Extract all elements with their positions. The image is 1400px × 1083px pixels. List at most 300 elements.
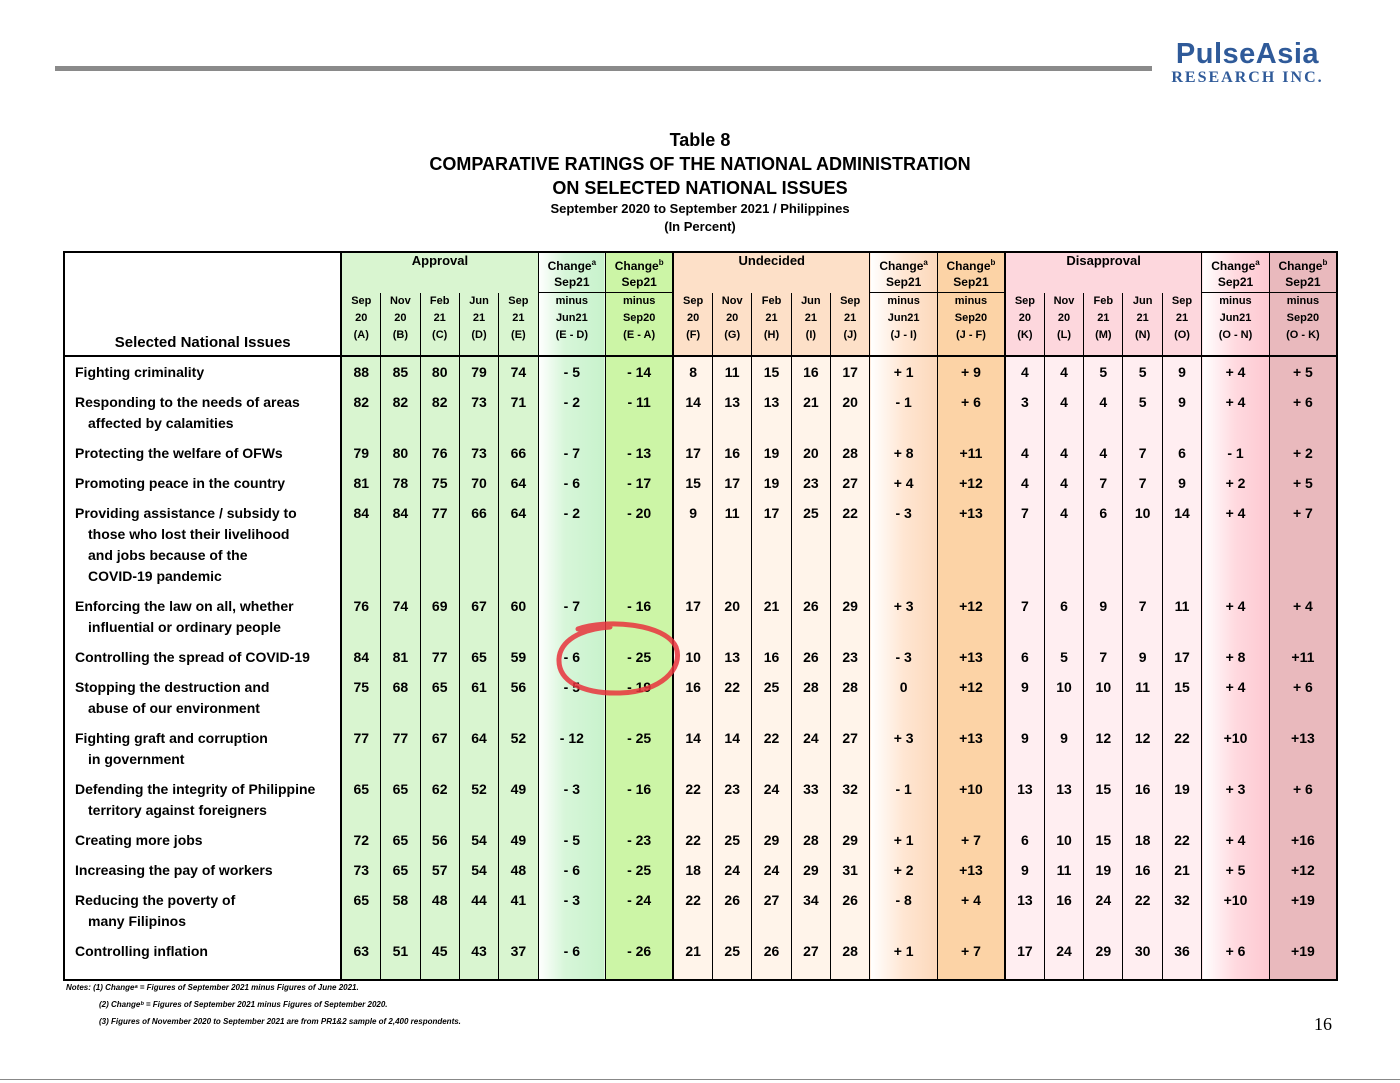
undecided-change-formula-header	[870, 293, 938, 356]
approval-change-a-value: - 3	[538, 779, 606, 830]
disapproval-value: 10	[1044, 830, 1083, 860]
disapproval-value: 9	[1084, 596, 1123, 647]
issue-label	[64, 728, 341, 779]
col-code: (G)	[724, 328, 741, 341]
spacer-cell	[1123, 971, 1162, 980]
approval-change-a-value: - 6	[538, 941, 606, 971]
approval-value: 57	[420, 860, 459, 890]
undecided-value: 27	[831, 728, 870, 779]
approval-value: 65	[459, 647, 498, 677]
disapproval-value: 4	[1084, 443, 1123, 473]
undecided-value: 29	[752, 830, 791, 860]
undecided-value: 9	[673, 503, 712, 596]
approval-value: 81	[341, 473, 380, 503]
approval-value: 66	[459, 503, 498, 596]
undecided-change-a-value: + 1	[870, 830, 938, 860]
col-year: 20	[1018, 311, 1032, 324]
disapproval-value: 13	[1005, 890, 1044, 941]
change-superscript: a	[923, 258, 928, 267]
disapproval-change-a-value: + 4	[1202, 596, 1270, 647]
approval-value: 84	[381, 503, 420, 596]
disapproval-change-b-value: +19	[1269, 941, 1337, 971]
col-code: (K)	[1017, 328, 1033, 341]
table-row	[64, 443, 1337, 473]
undecided-group-header: Undecided	[673, 252, 870, 293]
table-row	[64, 728, 1337, 779]
col-month: Feb	[1093, 294, 1114, 307]
disapproval-change-b-value: + 6	[1269, 677, 1337, 728]
table-row	[64, 596, 1337, 647]
table-row	[64, 830, 1337, 860]
issue-line: Controlling the spread of COVID-19	[75, 648, 310, 665]
spacer-cell	[1202, 971, 1270, 980]
approval-change-b-value: - 26	[606, 941, 674, 971]
col-year: 21	[1097, 311, 1110, 324]
undecided-value: 22	[831, 503, 870, 596]
col-year: 20	[394, 311, 407, 324]
approval-value: 80	[381, 443, 420, 473]
approval-change-a-value: - 6	[538, 473, 606, 503]
approval-change-b-value: - 13	[606, 443, 674, 473]
spacer-cell	[752, 971, 791, 980]
approval-value: 65	[341, 779, 380, 830]
disapproval-value: 7	[1084, 647, 1123, 677]
undecided-value: 17	[752, 503, 791, 596]
table-title-line1: COMPARATIVE RATINGS OF THE NATIONAL ADMINISTRATION	[429, 154, 971, 174]
minus-label: minus	[887, 295, 920, 307]
issue-label	[64, 677, 341, 728]
disapproval-value: 30	[1123, 941, 1162, 971]
disapproval-value: 6	[1084, 503, 1123, 596]
col-month: Nov	[389, 294, 411, 307]
issue-label	[64, 890, 341, 941]
disapproval-value: 11	[1044, 860, 1083, 890]
undecided-value: 22	[713, 677, 752, 728]
approval-value: 84	[341, 647, 380, 677]
disapproval-value: 13	[1005, 779, 1044, 830]
undecided-value: 20	[713, 596, 752, 647]
disapproval-col-header	[1044, 293, 1083, 356]
undecided-value: 27	[752, 890, 791, 941]
approval-col-header	[341, 293, 380, 356]
undecided-change-b-value: +12	[937, 473, 1005, 503]
disapproval-value: 6	[1005, 830, 1044, 860]
col-year: 21	[804, 311, 817, 324]
approval-value: 69	[420, 596, 459, 647]
jun21-label: Jun21	[887, 312, 920, 324]
disapproval-change-b-value: +11	[1269, 647, 1337, 677]
disapproval-value: 7	[1084, 473, 1123, 503]
approval-change-b-value: - 24	[606, 890, 674, 941]
approval-value: 58	[381, 890, 420, 941]
col-code: (M)	[1095, 328, 1112, 341]
col-year: 21	[433, 311, 446, 324]
table-row	[64, 860, 1337, 890]
issue-line: Enforcing the law on all, whether	[75, 597, 294, 614]
approval-value: 70	[459, 473, 498, 503]
col-year: 21	[1175, 311, 1189, 324]
approval-change-formula-header	[538, 293, 606, 356]
approval-value: 48	[499, 860, 538, 890]
spacer-cell	[499, 971, 538, 980]
undecided-value: 20	[791, 443, 830, 473]
col-month: Nov	[1053, 294, 1075, 307]
undecided-change-b-value: +13	[937, 728, 1005, 779]
jun21-label: Jun21	[555, 312, 588, 324]
approval-value: 79	[341, 443, 380, 473]
disapproval-value: 16	[1123, 779, 1162, 830]
approval-change-formula-header	[606, 293, 674, 356]
disapproval-value: 4	[1084, 392, 1123, 443]
approval-value: 84	[341, 503, 380, 596]
undecided-value: 16	[752, 647, 791, 677]
col-code: (N)	[1135, 328, 1151, 341]
disapproval-value: 4	[1044, 443, 1083, 473]
spacer-cell	[673, 971, 712, 980]
disapproval-change-b-value: +12	[1269, 860, 1337, 890]
minus-label: minus	[622, 295, 656, 307]
disapproval-value: 19	[1162, 779, 1201, 830]
formula-label: (E - D)	[555, 329, 589, 341]
approval-col-header	[420, 293, 459, 356]
undecided-change-a-value: - 3	[870, 647, 938, 677]
undecided-value: 17	[713, 473, 752, 503]
col-code: (A)	[353, 328, 369, 341]
approval-change-b-value: - 14	[606, 362, 674, 392]
approval-value: 64	[459, 728, 498, 779]
approval-group-header: Approval	[341, 252, 538, 293]
undecided-change-a-value: - 1	[870, 392, 938, 443]
disapproval-value: 16	[1123, 860, 1162, 890]
disapproval-value: 18	[1123, 830, 1162, 860]
undecided-value: 28	[831, 941, 870, 971]
undecided-change-b-header	[937, 252, 1005, 293]
disapproval-value: 9	[1044, 728, 1083, 779]
approval-value: 49	[499, 830, 538, 860]
undecided-value: 33	[791, 779, 830, 830]
disapproval-value: 5	[1044, 647, 1083, 677]
disapproval-change-b-value: +13	[1269, 728, 1337, 779]
col-code: (B)	[392, 328, 408, 341]
undecided-value: 29	[791, 860, 830, 890]
approval-value: 43	[459, 941, 498, 971]
disapproval-value: 4	[1005, 473, 1044, 503]
spacer-cell	[1005, 971, 1044, 980]
approval-value: 71	[499, 392, 538, 443]
disapproval-value: 17	[1162, 647, 1201, 677]
spacer-cell	[606, 971, 674, 980]
undecided-value: 21	[752, 596, 791, 647]
issue-label	[64, 860, 341, 890]
issue-line: Creating more jobs	[75, 831, 203, 848]
disapproval-change-b-value: + 6	[1269, 392, 1337, 443]
disapproval-value: 9	[1162, 362, 1201, 392]
approval-value: 45	[420, 941, 459, 971]
disapproval-value: 17	[1005, 941, 1044, 971]
approval-value: 73	[459, 443, 498, 473]
issue-line: Providing assistance / subsidy to	[75, 504, 297, 521]
issue-line: Reducing the poverty of	[75, 891, 236, 908]
undecided-value: 24	[752, 779, 791, 830]
disapproval-value: 36	[1162, 941, 1201, 971]
disapproval-value: 12	[1123, 728, 1162, 779]
disapproval-value: 5	[1123, 362, 1162, 392]
undecided-value: 10	[673, 647, 712, 677]
undecided-change-a-value: - 1	[870, 779, 938, 830]
change-label: Change	[1278, 259, 1323, 273]
approval-change-a-value: - 5	[538, 830, 606, 860]
issue-label	[64, 779, 341, 830]
undecided-value: 23	[831, 647, 870, 677]
page-number: 16	[1314, 1014, 1332, 1034]
disapproval-value: 4	[1005, 362, 1044, 392]
approval-value: 64	[499, 473, 538, 503]
minus-label: minus	[555, 295, 589, 307]
undecided-change-a-value: - 8	[870, 890, 938, 941]
approval-value: 65	[420, 677, 459, 728]
approval-col-header	[381, 293, 420, 356]
table-notes	[66, 979, 461, 1030]
change-heading	[1278, 259, 1327, 273]
col-code: (F)	[686, 328, 701, 341]
disapproval-value: 12	[1084, 728, 1123, 779]
change-label: Change	[614, 259, 659, 273]
disapproval-value: 3	[1005, 392, 1044, 443]
col-year: 20	[1057, 311, 1071, 324]
col-code: (C)	[432, 328, 448, 341]
undecided-value: 16	[791, 362, 830, 392]
undecided-change-a-header	[870, 252, 938, 293]
approval-change-b-value: - 11	[606, 392, 674, 443]
change-heading	[879, 259, 927, 273]
table-row	[64, 941, 1337, 971]
issue-label	[64, 647, 341, 677]
undecided-value: 28	[791, 830, 830, 860]
disapproval-change-a-value: - 1	[1202, 443, 1270, 473]
issue-label	[64, 362, 341, 392]
disapproval-col-header	[1162, 293, 1201, 356]
note-1: Notes: (1) Changeᵃ = Figures of September 2021 minus Figures of June 2021.	[66, 983, 359, 992]
issue-line: and jobs because of the	[88, 546, 248, 563]
undecided-change-b-value: + 9	[937, 362, 1005, 392]
undecided-change-a-value: + 1	[870, 941, 938, 971]
disapproval-change-a-header	[1202, 252, 1270, 293]
col-month: Feb	[429, 294, 450, 307]
change-superscript: b	[1322, 258, 1328, 267]
approval-change-a-value: - 2	[538, 503, 606, 596]
issue-line: many Filipinos	[88, 912, 187, 929]
approval-value: 74	[499, 362, 538, 392]
undecided-value: 17	[831, 362, 870, 392]
col-month: Jun	[1132, 294, 1153, 307]
undecided-change-a-value: + 8	[870, 443, 938, 473]
issue-line: influential or ordinary people	[88, 618, 281, 635]
approval-change-a-value: - 5	[538, 362, 606, 392]
disapproval-value: 32	[1162, 890, 1201, 941]
table-title-line2: ON SELECTED NATIONAL ISSUES	[552, 178, 848, 198]
spacer-cell	[1084, 971, 1123, 980]
undecided-col-header	[673, 293, 712, 356]
minus-label: minus	[1286, 295, 1320, 307]
header-row-columns	[64, 293, 1337, 356]
spacer-cell	[713, 971, 752, 980]
approval-value: 78	[381, 473, 420, 503]
undecided-value: 20	[831, 392, 870, 443]
disapproval-value: 4	[1044, 362, 1083, 392]
approval-value: 76	[341, 596, 380, 647]
change-label: Change	[547, 259, 592, 273]
undecided-value: 34	[791, 890, 830, 941]
issue-line: COVID-19 pandemic	[88, 567, 222, 584]
issue-line: Fighting graft and corruption	[75, 729, 268, 746]
disapproval-value: 9	[1162, 473, 1201, 503]
table-row	[64, 473, 1337, 503]
approval-value: 85	[381, 362, 420, 392]
undecided-value: 13	[752, 392, 791, 443]
pulse-asia-logo	[1160, 40, 1335, 86]
undecided-change-b-value: + 4	[937, 890, 1005, 941]
approval-change-a-value: - 7	[538, 596, 606, 647]
disapproval-value: 22	[1162, 728, 1201, 779]
disapproval-value: 16	[1044, 890, 1083, 941]
table-row	[64, 779, 1337, 830]
undecided-value: 25	[752, 677, 791, 728]
note-3: (3) Figures of November 2020 to September 2021 are from PR1&2 sample of 2,400 respondents.	[99, 1017, 461, 1026]
undecided-value: 26	[713, 890, 752, 941]
disapproval-change-a-value: + 8	[1202, 647, 1270, 677]
approval-value: 82	[420, 392, 459, 443]
disapproval-value: 7	[1123, 443, 1162, 473]
disapproval-change-a-value: + 4	[1202, 362, 1270, 392]
disapproval-value: 11	[1123, 677, 1162, 728]
spacer-cell	[870, 971, 938, 980]
undecided-col-header	[752, 293, 791, 356]
undecided-value: 15	[752, 362, 791, 392]
disapproval-value: 9	[1005, 728, 1044, 779]
approval-value: 48	[420, 890, 459, 941]
issue-line: territory against foreigners	[88, 801, 267, 818]
disapproval-value: 7	[1123, 596, 1162, 647]
logo-name: PulseAsia	[1175, 38, 1320, 70]
jun21-label: Jun21	[1219, 312, 1252, 324]
undecided-value: 29	[831, 830, 870, 860]
approval-value: 52	[459, 779, 498, 830]
approval-value: 41	[499, 890, 538, 941]
sep20-label: Sep20	[1286, 312, 1320, 324]
approval-value: 54	[459, 830, 498, 860]
col-month: Sep	[840, 294, 861, 307]
logo-subtitle: RESEARCH INC.	[1171, 69, 1324, 86]
approval-value: 51	[381, 941, 420, 971]
undecided-change-a-value: - 3	[870, 503, 938, 596]
approval-value: 75	[420, 473, 459, 503]
disapproval-change-a-value: + 5	[1202, 860, 1270, 890]
table-unit: (In Percent)	[664, 219, 736, 234]
approval-value: 59	[499, 647, 538, 677]
approval-value: 80	[420, 362, 459, 392]
spacer-cell	[1162, 971, 1201, 980]
undecided-change-b-value: + 6	[937, 392, 1005, 443]
col-year: 20	[355, 311, 368, 324]
change-heading	[947, 259, 996, 273]
undecided-value: 24	[752, 860, 791, 890]
change-superscript: b	[658, 258, 664, 267]
issue-label	[64, 830, 341, 860]
issue-label	[64, 473, 341, 503]
disapproval-value: 4	[1044, 473, 1083, 503]
undecided-value: 23	[791, 473, 830, 503]
approval-change-b-value: - 25	[606, 860, 674, 890]
sep21-label: Sep21	[621, 275, 657, 289]
table-number: Table 8	[669, 130, 731, 150]
disapproval-value: 7	[1005, 503, 1044, 596]
undecided-change-b-value: +12	[937, 677, 1005, 728]
col-code: (O)	[1174, 328, 1190, 341]
issue-line: Protecting the welfare of OFWs	[75, 444, 283, 461]
approval-value: 73	[341, 860, 380, 890]
sep21-label: Sep21	[1217, 275, 1254, 289]
disapproval-value: 22	[1162, 830, 1201, 860]
issue-line: those who lost their livelihood	[88, 525, 290, 542]
disapproval-value: 29	[1084, 941, 1123, 971]
approval-value: 60	[499, 596, 538, 647]
undecided-change-a-value: 0	[870, 677, 938, 728]
disapproval-change-b-value: + 2	[1269, 443, 1337, 473]
col-code: (H)	[763, 328, 780, 341]
approval-value: 77	[420, 503, 459, 596]
approval-change-a-value: - 6	[538, 860, 606, 890]
approval-change-a-value: - 12	[538, 728, 606, 779]
approval-change-a-value: - 6	[538, 647, 606, 677]
page-bottom-rule	[0, 1079, 1400, 1080]
table-row	[64, 503, 1337, 596]
approval-change-a-value: - 3	[538, 890, 606, 941]
col-code: (E)	[511, 328, 526, 341]
undecided-value: 29	[831, 596, 870, 647]
spacer-cell	[459, 971, 498, 980]
undecided-value: 25	[713, 830, 752, 860]
disapproval-value: 6	[1005, 647, 1044, 677]
formula-label: (O - K)	[1286, 329, 1320, 341]
disapproval-value: 6	[1162, 443, 1201, 473]
issue-line: Stopping the destruction and	[75, 678, 270, 695]
col-year: 20	[686, 311, 700, 324]
approval-value: 56	[420, 830, 459, 860]
approval-value: 82	[381, 392, 420, 443]
approval-value: 72	[341, 830, 380, 860]
change-superscript: a	[1255, 258, 1260, 267]
approval-value: 61	[459, 677, 498, 728]
undecided-value: 24	[791, 728, 830, 779]
issue-line: Fighting criminality	[75, 363, 205, 380]
undecided-value: 27	[791, 941, 830, 971]
approval-change-b-value: - 25	[606, 647, 674, 677]
approval-change-a-value: - 2	[538, 392, 606, 443]
col-year: 21	[844, 311, 857, 324]
undecided-change-b-value: + 7	[937, 941, 1005, 971]
disapproval-change-a-value: +10	[1202, 890, 1270, 941]
table-titles	[0, 128, 1400, 236]
disapproval-value: 22	[1123, 890, 1162, 941]
undecided-change-b-value: +11	[937, 443, 1005, 473]
approval-value: 65	[341, 890, 380, 941]
undecided-change-a-value: + 3	[870, 728, 938, 779]
undecided-value: 25	[791, 503, 830, 596]
approval-value: 67	[420, 728, 459, 779]
undecided-col-header	[791, 293, 830, 356]
approval-value: 75	[341, 677, 380, 728]
undecided-col-header	[713, 293, 752, 356]
